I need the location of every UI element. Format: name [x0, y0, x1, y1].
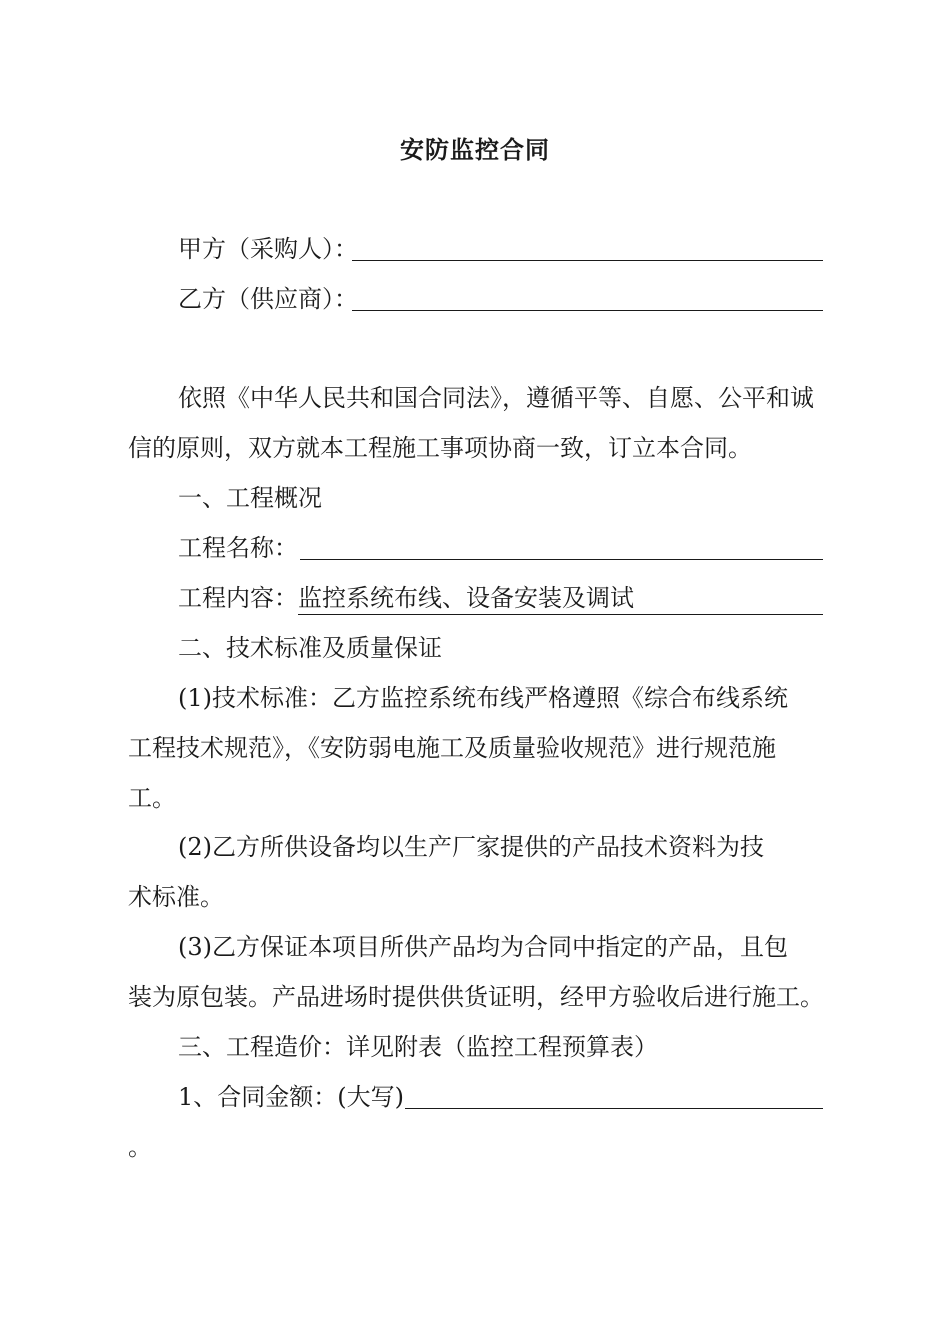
- section-2-heading: 二、技术标准及质量保证: [178, 634, 442, 662]
- item-1-line-3: 工。: [128, 784, 176, 812]
- project-name-blank[interactable]: [300, 559, 823, 560]
- item-2-line-1: (2)乙方所供设备均以生产厂家提供的产品技术资料为技: [178, 833, 764, 861]
- project-name-label: 工程名称：: [178, 534, 298, 562]
- party-a-label: 甲方（采购人）：: [178, 235, 358, 263]
- item-2-line-2: 术标准。: [128, 883, 224, 911]
- section-3-heading: 三、工程造价：详见附表（监控工程预算表）: [178, 1033, 658, 1061]
- item-3-line-2: 装为原包装。产品进场时提供供货证明，经甲方验收后进行施工。: [128, 983, 824, 1011]
- trailing-mark: 。: [128, 1133, 152, 1161]
- section-1-heading: 一、工程概况: [178, 484, 322, 512]
- intro-line-1: 依照《中华人民共和国合同法》，遵循平等、自愿、公平和诚: [178, 384, 814, 412]
- project-content-label: 工程内容：: [178, 584, 298, 612]
- party-b-blank[interactable]: [352, 310, 823, 311]
- party-a-blank[interactable]: [352, 260, 823, 261]
- intro-line-2: 信的原则，双方就本工程施工事项协商一致，订立本合同。: [128, 434, 752, 462]
- document-title: 安防监控合同: [400, 136, 550, 164]
- item-1-line-2: 工程技术规范》，《安防弱电施工及质量验收规范》进行规范施: [128, 734, 776, 762]
- amount-blank[interactable]: [405, 1108, 823, 1109]
- amount-label: 1、合同金额：(大写): [178, 1083, 404, 1111]
- party-b-label: 乙方（供应商）：: [178, 285, 358, 313]
- item-3-line-1: (3)乙方保证本项目所供产品均为合同中指定的产品，且包: [178, 933, 788, 961]
- project-content-value[interactable]: 监控系统布线、设备安装及调试: [298, 581, 823, 615]
- item-1-line-1: (1)技术标准：乙方监控系统布线严格遵照《综合布线系统: [178, 684, 788, 712]
